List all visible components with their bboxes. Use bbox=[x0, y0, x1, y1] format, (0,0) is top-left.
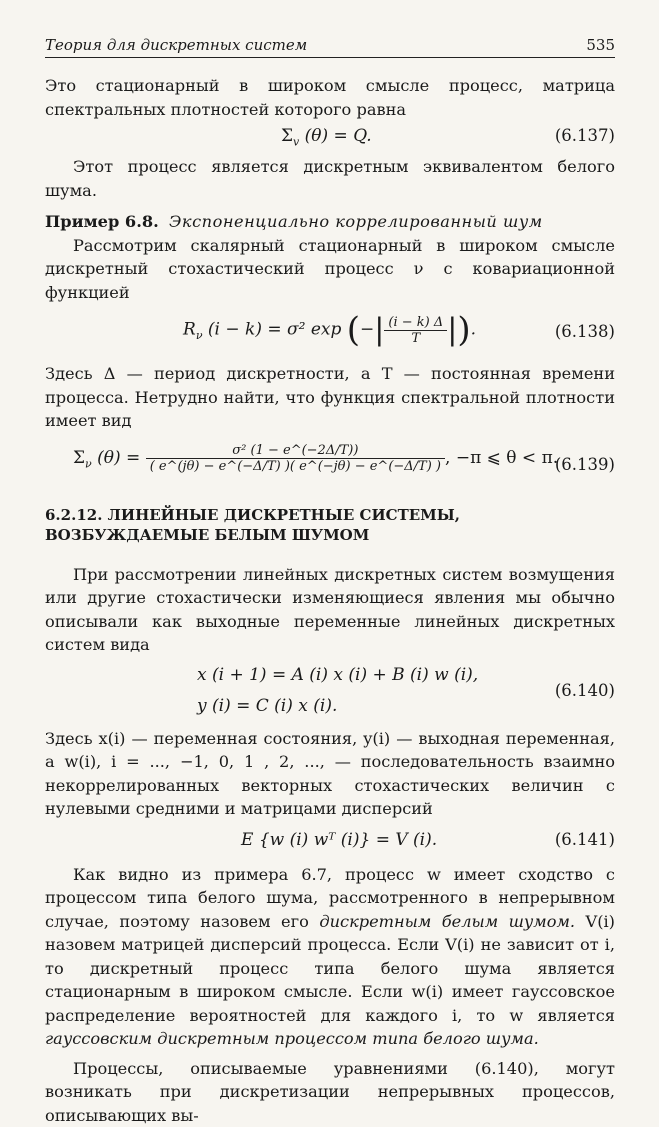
eq141-body: E {w (i) wᵀ (i)} = V (i). bbox=[241, 830, 437, 850]
equation-6-138 bbox=[45, 308, 615, 358]
paragraph-2: Этот процесс является дискретным эквивалентом белого шума. bbox=[45, 155, 615, 202]
equation-6-141 bbox=[45, 827, 615, 857]
header-title: Теория для дискретных систем bbox=[45, 36, 307, 54]
example-title: Экспоненциально коррелированный шум bbox=[169, 212, 543, 231]
term-gaussian-discrete-white-noise: гауссовским дискретным процессом типа белого шума. bbox=[45, 1029, 539, 1048]
paragraph-8: Процессы, описываемые уравнениями (6.140), могут возникать при дискретизации непрерывных процессов, описывающих вы- bbox=[45, 1057, 615, 1127]
eq137-number: (6.137) bbox=[555, 126, 615, 145]
example-heading bbox=[45, 210, 615, 234]
eq139-body: $\Sigma_\nu$ (θ) = $\frac{\text{σ² (1 − e\textasciicircum{}(−2Δ/T))}}{( e\^{}(j\theta) - e\^{}(-\Delta/T) )( e\^{}(-j\theta) - e\^{}(-\Delta/T) )}$ , −π ⩽ θ < π. bbox=[73, 443, 558, 474]
eq138-body: $R_\nu$ (i − k) = σ² exp (−| $\frac{(i - k) \Delta}{T}$ |). bbox=[183, 310, 476, 350]
paragraph-5: При рассмотрении линейных дискретных систем возмущения или другие стохастически изменяющиеся явления мы обычно описывали как выходные переменные линейных дискретных систем вида bbox=[45, 563, 615, 657]
paragraph-4: Здесь Δ — период дискретности, а T — постоянная времени процесса. Нетрудно найти, что функция спектральной плотности имеет вид bbox=[45, 362, 615, 433]
eq139-number: (6.139) bbox=[555, 455, 615, 474]
section-line-2: ВОЗБУЖДАЕМЫЕ БЕЛЫМ ШУМОМ bbox=[45, 525, 615, 545]
example-label: Пример 6.8. bbox=[45, 212, 159, 231]
running-header bbox=[45, 36, 615, 58]
term-discrete-white-noise: дискретным белым шумом. bbox=[319, 912, 575, 931]
equation-6-140 bbox=[45, 663, 615, 725]
page bbox=[45, 36, 615, 1127]
paragraph-3: Рассмотрим скалярный стационарный в широком смысле дискретный стохастический процесс ν с ковариационной функцией bbox=[45, 234, 615, 305]
eq140-line-1: x (i + 1) = A (i) x (i) + B (i) w (i), bbox=[197, 665, 478, 685]
section-line-1: 6.2.12. ЛИНЕЙНЫЕ ДИСКРЕТНЫЕ СИСТЕМЫ, bbox=[45, 505, 615, 525]
eq138-number: (6.138) bbox=[555, 322, 615, 341]
eq140-line-2: y (i) = C (i) x (i). bbox=[197, 696, 337, 716]
page-number: 535 bbox=[586, 36, 615, 54]
paragraph-1: Это стационарный в широком смысле процесс, матрица спектральных плотностей которого равна bbox=[45, 74, 615, 121]
paragraph-6: Здесь x(i) — переменная состояния, y(i) — выходная переменная, а w(i), i = ..., −1, 0, 1 , 2, ..., — последовательность взаимно некоррелированных векторных стохастических величин с нулевыми средними и матрицами дисперсий bbox=[45, 727, 615, 821]
equation-6-139 bbox=[45, 441, 615, 493]
paragraph-7: Как видно из примера 6.7, процесс w имеет сходство с процессом типа белого шума, рассмотренного в непрерывном случае, поэтому назовем его дискретным белым шумом. V(i) назовем матрицей дисперсий процесса. Если V(i) не зависит от i, то дискретный процесс типа белого шума является стационарным в широком смысле. Если w(i) имеет гауссовское распределение вероятностей для каждого i, то w является гауссовским дискретным процессом типа белого шума. bbox=[45, 863, 615, 1051]
section-heading bbox=[45, 505, 615, 545]
eq137-body: $\Sigma_v$ (θ) = Q. bbox=[281, 126, 372, 148]
eq141-number: (6.141) bbox=[555, 830, 615, 849]
eq140-number: (6.140) bbox=[555, 681, 615, 700]
equation-6-137 bbox=[45, 123, 615, 153]
